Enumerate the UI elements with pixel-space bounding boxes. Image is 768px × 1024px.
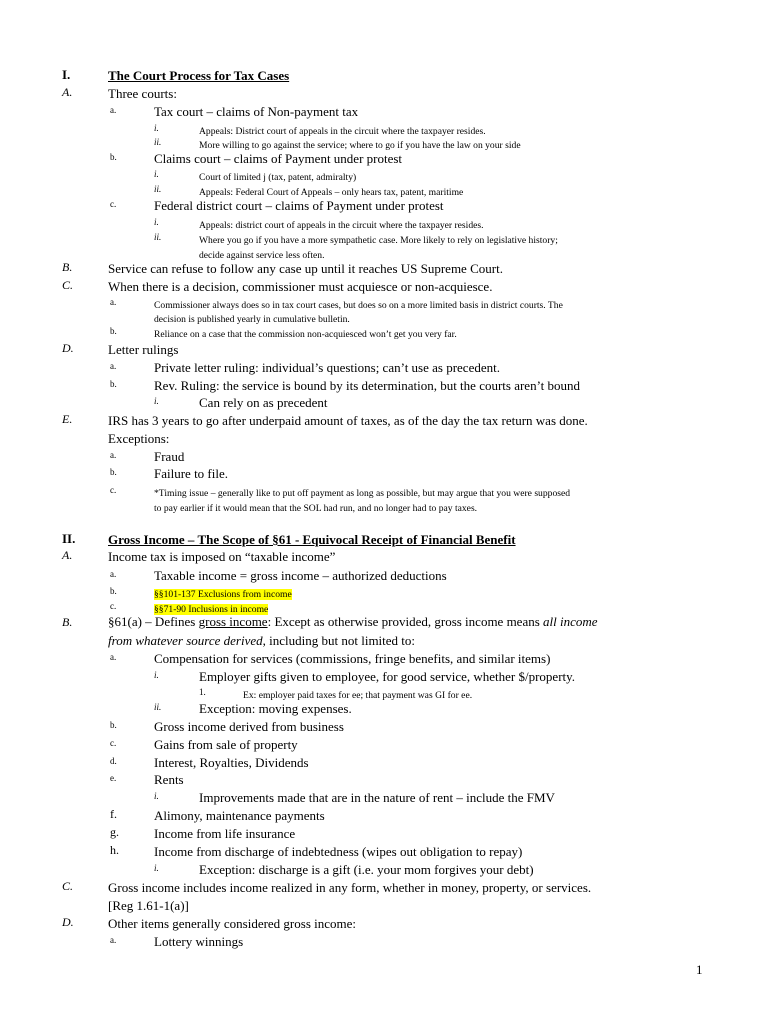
list-marker: D. — [62, 341, 74, 355]
list-item-text — [243, 686, 472, 702]
list-item-content: §§101-137 Exclusions from income — [154, 589, 292, 600]
list-marker: g. — [110, 825, 119, 839]
list-marker: C. — [62, 879, 74, 893]
list-item-text — [199, 136, 521, 152]
list-item-text — [199, 246, 324, 262]
list-marker: I. — [62, 67, 71, 82]
list-item-content: decide against service less often. — [199, 250, 325, 261]
list-marker: B. — [62, 260, 73, 274]
list-marker: b. — [110, 467, 117, 477]
list-item-text — [154, 651, 550, 667]
list-item-text — [108, 86, 177, 102]
list-item-content: Failure to file. — [154, 466, 229, 481]
list-item-text — [108, 549, 335, 565]
list-marker: D. — [62, 915, 74, 929]
list-item-text — [154, 360, 500, 376]
list-item-content: *Timing issue – generally like to put off payment as long as possible, but may argue that you were supposed — [154, 488, 571, 499]
list-item-content: Exception: moving expenses. — [199, 701, 352, 716]
list-item-content: Fraud — [154, 449, 185, 464]
list-item-content: Gross income includes income realized in any form, whether in money, property, or services. — [108, 880, 592, 895]
list-item-text — [108, 898, 189, 914]
list-marker: E. — [62, 412, 73, 426]
list-marker: II. — [62, 531, 76, 546]
list-item-text — [154, 484, 570, 500]
list-marker: i. — [154, 791, 159, 801]
section-heading — [108, 68, 289, 84]
list-item-text — [154, 719, 344, 735]
list-item-content: Appeals: Federal Court of Appeals – only hears tax, patent, maritime — [199, 187, 464, 198]
list-item-content: Court of limited j (tax, patent, admiralty) — [199, 172, 357, 183]
list-marker: a. — [110, 652, 117, 662]
list-item-content: Gains from sale of property — [154, 737, 298, 752]
list-marker: a. — [110, 450, 117, 460]
list-item-content: Gross Income – The Scope of §61 - Equivocal Receipt of Financial Benefit — [108, 532, 516, 547]
list-item-content: Letter rulings — [108, 342, 179, 357]
list-marker: ii. — [154, 184, 162, 194]
list-marker: i. — [154, 670, 159, 680]
list-item-text — [154, 449, 184, 465]
list-marker: a. — [110, 105, 117, 115]
list-item-content: Employer gifts given to employee, for good service, whether $/property. — [199, 669, 576, 684]
list-marker: c. — [110, 199, 117, 209]
list-item-content: More willing to go against the service; where to go if you have the law on your side — [199, 140, 521, 151]
list-item-text — [154, 466, 228, 482]
list-item-content: Ex: employer paid taxes for ee; that payment was GI for ee. — [243, 690, 473, 701]
list-item-text — [108, 633, 415, 649]
list-item-content: Service can refuse to follow any case up until it reaches US Supreme Court. — [108, 261, 503, 276]
list-item-content: from whatever source derived — [108, 633, 263, 648]
list-marker: i. — [154, 123, 159, 133]
list-item-content: The Court Process for Tax Cases — [108, 68, 290, 83]
list-item-text — [154, 737, 298, 753]
list-item-content: Income from life insurance — [154, 826, 296, 841]
list-item-content: Income tax is imposed on “taxable income” — [108, 549, 336, 564]
list-item-text — [154, 499, 477, 515]
list-item-content: Compensation for services (commissions, fringe benefits, and similar items) — [154, 651, 551, 666]
list-item-text — [154, 934, 243, 950]
list-item-content: Rents — [154, 772, 184, 787]
list-item-content: to pay earlier if it would mean that the SOL had run, and no longer had to pay taxes. — [154, 503, 478, 514]
list-marker: A. — [62, 85, 73, 99]
list-item-content: When there is a decision, commissioner must acquiesce or non-acquiesce. — [108, 279, 493, 294]
definition-italic: all income — [543, 614, 598, 629]
list-item-content: Lottery winnings — [154, 934, 244, 949]
definition-term: gross income — [198, 614, 268, 629]
list-marker: a. — [110, 361, 117, 371]
list-item-content: Can rely on as precedent — [199, 395, 328, 410]
list-item-text — [108, 342, 178, 358]
list-marker: A. — [62, 548, 73, 562]
list-item-text — [108, 279, 492, 295]
list-item-content: [Reg 1.61-1(a)] — [108, 898, 189, 913]
list-item-content: IRS has 3 years to go after underpaid amount of taxes, as of the day the tax return was done. — [108, 413, 588, 428]
list-item-content: Gross income derived from business — [154, 719, 344, 734]
list-item-text — [154, 826, 295, 842]
list-item-text — [108, 916, 356, 932]
list-marker: i. — [154, 217, 159, 227]
list-marker: a. — [110, 935, 117, 945]
list-marker: b. — [110, 326, 117, 336]
list-item-text — [154, 104, 358, 120]
list-marker: b. — [110, 152, 117, 162]
list-item-text — [199, 231, 558, 247]
list-item-content: Commissioner always does so in tax court cases, but does so on a more limited basis in district courts. The — [154, 300, 563, 311]
list-item-content: Exceptions: — [108, 431, 170, 446]
list-item-text — [154, 772, 184, 788]
list-item-text — [199, 216, 484, 232]
list-marker: 1. — [199, 687, 206, 697]
list-item-content: Reliance on a case that the commission non-acquiesced won’t get you very far. — [154, 329, 457, 340]
list-item-text — [154, 808, 325, 824]
list-item-text — [108, 431, 169, 447]
list-item-content: Exception: discharge is a gift (i.e. your mom forgives your debt) — [199, 862, 534, 877]
list-item-content: Three courts: — [108, 86, 177, 101]
list-item-content: Rev. Ruling: the service is bound by its determination, but the courts aren’t bound — [154, 378, 581, 393]
list-item-text — [108, 261, 503, 277]
list-marker: c. — [110, 738, 117, 748]
list-item-content: Interest, Royalties, Dividends — [154, 755, 309, 770]
list-item-text — [199, 395, 328, 411]
section-heading — [108, 532, 516, 548]
list-item-content: Alimony, maintenance payments — [154, 808, 325, 823]
list-marker: i. — [154, 863, 159, 873]
list-marker: b. — [110, 379, 117, 389]
list-item-tail: , including but not limited to: — [262, 633, 416, 648]
list-marker: c. — [110, 485, 117, 495]
list-marker: f. — [110, 807, 117, 821]
list-marker: b. — [110, 720, 117, 730]
list-item-text — [108, 413, 588, 429]
list-item-text — [154, 198, 444, 214]
list-marker: i. — [154, 396, 159, 406]
list-item-text — [154, 378, 580, 394]
list-item-text — [199, 790, 555, 806]
list-item-content: Federal district court – claims of Payment under protest — [154, 198, 444, 213]
list-item-content: Private letter ruling: individual’s questions; can’t use as precedent. — [154, 360, 500, 375]
list-item-text — [154, 844, 522, 860]
page-number: 1 — [696, 962, 703, 977]
list-marker: ii. — [154, 702, 162, 712]
list-item-content: Improvements made that are in the nature of rent – include the FMV — [199, 790, 555, 805]
list-marker: a. — [110, 297, 117, 307]
list-item-text — [199, 183, 463, 199]
list-item-text — [199, 701, 352, 717]
list-item-content: Taxable income = gross income – authorized deductions — [154, 568, 447, 583]
list-item-content: §§71-90 Inclusions in income — [154, 604, 269, 615]
list-item-content: Income from discharge of indebtedness (wipes out obligation to repay) — [154, 844, 523, 859]
list-marker: ii. — [154, 137, 162, 147]
list-marker: h. — [110, 843, 119, 857]
list-item-content: Other items generally considered gross income: — [108, 916, 357, 931]
list-marker: B. — [62, 615, 73, 629]
list-item-text — [154, 151, 402, 167]
definition-mid: : Except as otherwise provided, gross income means — [267, 614, 544, 629]
list-item-content: decision is published yearly in cumulative bulletin. — [154, 314, 350, 325]
list-item-content: Appeals: District court of appeals in the circuit where the taxpayer resides. — [199, 126, 486, 137]
list-marker: d. — [110, 756, 117, 766]
list-item-content: Tax court – claims of Non-payment tax — [154, 104, 359, 119]
list-marker: c. — [110, 601, 117, 611]
list-item-text — [154, 325, 457, 341]
list-item-content: Claims court – claims of Payment under protest — [154, 151, 403, 166]
list-item-text — [154, 585, 292, 601]
list-marker: ii. — [154, 232, 162, 242]
definition-pre: §61(a) – Defines — [108, 614, 199, 629]
list-marker: e. — [110, 773, 117, 783]
list-item-text — [154, 310, 350, 326]
list-item-content: Where you go if you have a more sympathetic case. More likely to rely on legislative history; — [199, 235, 558, 246]
list-marker: b. — [110, 586, 117, 596]
list-marker: i. — [154, 169, 159, 179]
list-marker: a. — [110, 569, 117, 579]
list-marker: C. — [62, 278, 74, 292]
list-item-content: Appeals: district court of appeals in the circuit where the taxpayer resides. — [199, 220, 484, 231]
list-item-text — [199, 862, 534, 878]
list-item-text — [154, 755, 309, 771]
list-item-text — [199, 669, 575, 685]
definition-line — [108, 615, 598, 628]
list-item-text — [199, 168, 356, 184]
list-item-text — [154, 568, 447, 584]
list-item-text — [108, 880, 591, 896]
